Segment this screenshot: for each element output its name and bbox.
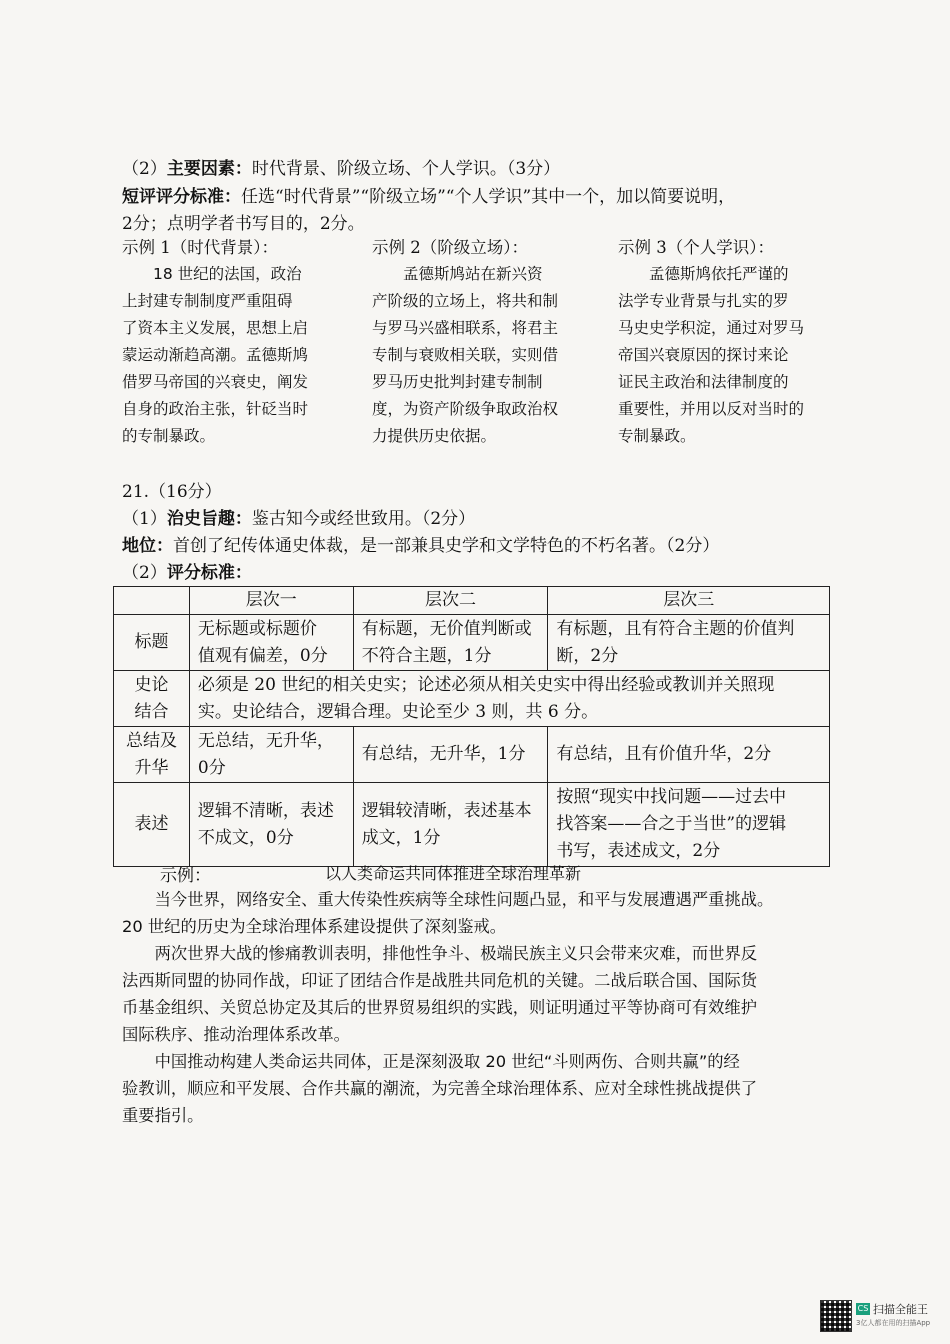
q21-part1-num: （1） <box>122 509 167 529</box>
table-cell <box>353 727 548 783</box>
q21-part2-line <box>122 558 252 583</box>
q21-part1-line <box>122 504 475 529</box>
example-3-line: 重要性，并用以反对当时的 <box>618 400 805 418</box>
essay-line: 法西斯同盟的协同作战，印证了团结合作是战胜共同危机的关键。二战后联合国、国际货 <box>122 971 757 990</box>
essay-line: 两次世界大战的惨痛教训表明，排他性争斗、极端民族主义只会带来灾难，而世界反 <box>154 944 758 963</box>
criteria-line <box>122 182 735 207</box>
part2-label: 主要因素： <box>166 159 252 179</box>
scanner-tagline: 3亿人都在用的扫描App <box>856 1319 931 1327</box>
criteria-line-2 <box>122 209 365 234</box>
part2-num: （2） <box>122 159 167 179</box>
example-column-1 <box>122 234 352 450</box>
cell-line: 有总结，且有价值升华，2分 <box>556 744 772 764</box>
table-header-cell: 层次二 <box>353 587 548 615</box>
cell-line: 0分 <box>197 757 226 778</box>
example-2-line: 度，为资产阶级争取政治权 <box>372 400 559 418</box>
row-label-cell <box>114 727 190 783</box>
example-2-line: 力提供历史依据。 <box>372 427 497 445</box>
table-cell <box>548 615 830 671</box>
essay-paragraph <box>122 1048 832 1075</box>
row-label-line: 总结及 <box>125 730 177 751</box>
example-2-line: 专制与衰败相关联，实则借 <box>372 346 559 364</box>
example-column-3 <box>618 234 848 450</box>
example-3-line: 法学专业背景与扎实的罗 <box>618 292 789 310</box>
cell-line: 找答案——合之于当世”的逻辑 <box>556 814 787 834</box>
cell-line: 逻辑不清晰，表述 <box>197 800 334 821</box>
example-1-line: 的专制暴政。 <box>122 427 216 445</box>
essay-line: 币基金组织、关贸总协定及其后的世界贸易组织的实践，则证明通过平等协商可有效维护 <box>122 998 757 1017</box>
example-1-body <box>122 261 352 450</box>
table-row <box>114 615 830 671</box>
example-1-line: 18 世纪的法国，政治 <box>153 265 302 283</box>
table-header-cell: 层次三 <box>548 587 830 615</box>
table-row <box>114 783 830 867</box>
cell-line: 必须是 20 世纪的相关史实；论述必须从相关史实中得出经验或教训并关照现 <box>197 674 775 695</box>
example-3-line: 马史史学积淀，通过对罗马 <box>618 319 805 337</box>
cell-line: 书写，表述成文，2分 <box>556 841 721 861</box>
cell-line: 不符合主题，1分 <box>361 645 492 666</box>
cell-line: 有总结，无升华，1分 <box>361 744 526 764</box>
table-cell <box>189 615 353 671</box>
example-2-line: 孟德斯鸠站在新兴资 <box>403 265 543 283</box>
criteria-text-2: 2分；点明学者书写目的，2分。 <box>122 214 365 234</box>
cell-line: 无总结，无升华， <box>197 730 334 751</box>
q21-status-text: 首创了纪传体通史体裁，是一部兼具史学和文学特色的不朽名著。（2分） <box>173 536 720 556</box>
table-cell <box>189 783 353 867</box>
essay-label: 示例： <box>160 866 211 886</box>
cell-line: 不成文，0分 <box>197 827 294 848</box>
essay-line: 验教训，顺应和平发展、合作共赢的潮流，为完善全球治理体系、应对全球性挑战提供了 <box>122 1079 757 1098</box>
scoring-table <box>113 586 830 867</box>
q21-heading: 21.（16分） <box>122 482 222 502</box>
example-1-line: 借罗马帝国的兴衰史，阐发 <box>122 373 309 391</box>
row-label-line: 升华 <box>134 757 169 778</box>
essay-line: 当今世界，网络安全、重大传染性疾病等全球性问题凸显，和平与发展遭遇严重挑战。 <box>154 890 774 909</box>
cell-line: 无标题或标题价 <box>197 618 317 639</box>
essay-line: 20 世纪的历史为全球治理体系建设提供了深刻鉴戒。 <box>122 917 507 936</box>
example-2-line: 产阶级的立场上，将共和制 <box>372 292 559 310</box>
cell-line: 实。史论结合，逻辑合理。史论至少 3 则，共 6 分。 <box>197 701 599 722</box>
essay-paragraph <box>122 940 832 967</box>
essay-title: 以人类命运共同体推进全球治理革新 <box>325 864 582 883</box>
essay-line: 国际秩序、推动治理体系改革。 <box>122 1025 350 1044</box>
row-label-cell: 标题 <box>114 615 190 671</box>
table-header-cell: 层次一 <box>189 587 353 615</box>
example-2-title: 示例 2（阶级立场）： <box>372 238 528 257</box>
table-row <box>114 671 830 727</box>
example-3-line: 专制暴政。 <box>618 427 696 445</box>
example-1-line: 蒙运动渐趋高潮。孟德斯鸠 <box>122 346 309 364</box>
essay-body <box>122 886 832 1129</box>
cell-line: 成文，1分 <box>361 827 441 848</box>
q21-part2-label: 评分标准： <box>166 563 252 583</box>
example-2-line: 与罗马兴盛相联系，将君主 <box>372 319 559 337</box>
example-3-body <box>618 261 848 450</box>
example-3-line: 孟德斯鸠依托严谨的 <box>649 265 789 283</box>
cell-line: 按照“现实中找问题——过去中 <box>556 787 787 807</box>
essay-line: 重要指引。 <box>122 1106 204 1125</box>
row-label-line: 史论 <box>134 674 169 695</box>
table-merged-cell <box>189 671 829 727</box>
table-cell <box>353 615 548 671</box>
example-1-line: 上封建专制制度严重阻碍 <box>122 292 293 310</box>
cell-line: 逻辑较清晰，表述基本 <box>361 800 532 821</box>
criteria-label: 短评评分标准： <box>122 187 241 207</box>
example-2-line: 罗马历史批判封建专制制 <box>372 373 543 391</box>
example-1-line: 了资本主义发展，思想上启 <box>122 319 309 337</box>
cell-line: 断，2分 <box>556 645 619 666</box>
essay-paragraph <box>122 886 832 913</box>
table-header-cell <box>114 587 190 615</box>
table-cell <box>189 727 353 783</box>
table-cell <box>548 727 830 783</box>
table-cell <box>548 783 830 867</box>
example-3-line: 证民主政治和法律制度的 <box>618 373 789 391</box>
example-1-title: 示例 1（时代背景）： <box>122 238 278 257</box>
example-3-line: 帝国兴衰原因的探讨来论 <box>618 346 789 364</box>
example-3-title: 示例 3（个人学识）： <box>618 238 774 257</box>
q21-status-label: 地位： <box>122 536 173 556</box>
cell-line: 有标题，且有符合主题的价值判 <box>556 618 795 639</box>
criteria-text: 任选“时代背景”“阶级立场”“个人学识”其中一个，加以简要说明， <box>241 187 736 207</box>
row-label-cell: 表述 <box>114 783 190 867</box>
cs-logo-icon: CS <box>857 1304 869 1313</box>
example-2-body <box>372 261 602 450</box>
cell-line: 有标题，无价值判断或 <box>361 618 532 639</box>
scanner-brand: 扫描全能王 <box>873 1303 928 1316</box>
q21-part1-text: 鉴古知今或经世致用。（2分） <box>251 509 476 529</box>
q21-part2-num: （2） <box>122 563 167 583</box>
part2-text: 时代背景、阶级立场、个人学识。（3分） <box>251 159 561 179</box>
example-1-line: 自身的政治主张，针砭当时 <box>122 400 309 418</box>
row-label-line: 结合 <box>134 701 169 722</box>
q21-status-line <box>122 531 719 556</box>
part2-line <box>122 154 560 179</box>
essay-line: 中国推动构建人类命运共同体，正是深刻汲取 20 世纪“斗则两伤、合则共赢”的经 <box>154 1052 740 1071</box>
row-label-cell <box>114 671 190 727</box>
qr-code-icon <box>820 1300 852 1332</box>
q21-part1-label: 治史旨趣： <box>166 509 252 529</box>
cell-line: 值观有偏差，0分 <box>197 645 328 666</box>
scanner-watermark <box>820 1300 932 1332</box>
table-row <box>114 727 830 783</box>
table-cell <box>353 783 548 867</box>
example-column-2 <box>372 234 602 450</box>
table-header-row <box>114 587 830 615</box>
